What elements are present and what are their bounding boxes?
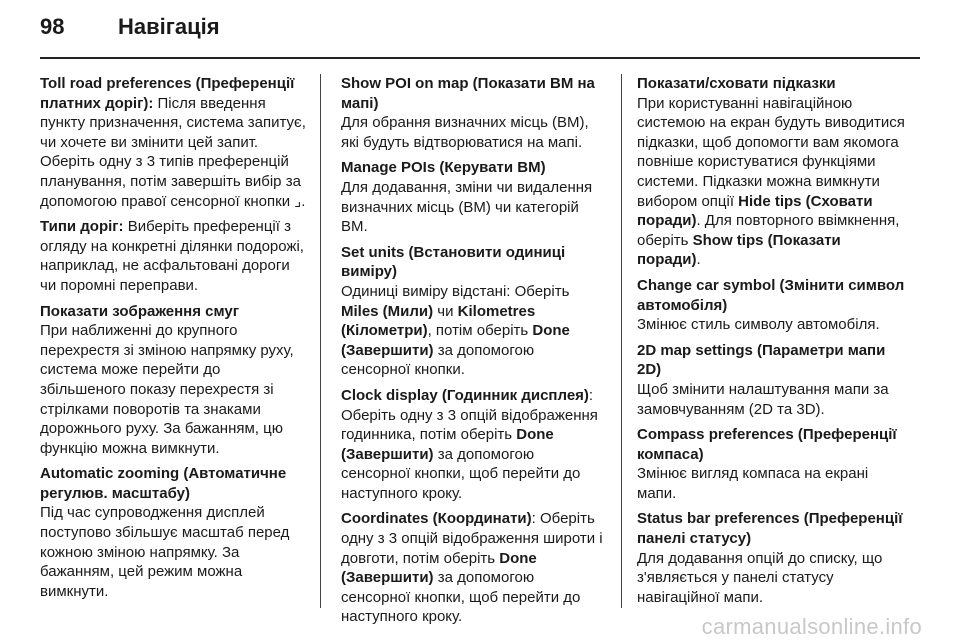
entry-title: Показати/сховати підказки [637, 75, 836, 92]
entry-text: Змінює стиль символу автомобіля. [637, 316, 880, 334]
entry-text: Під час супроводження дисплей поступово збільшує масштаб перед кожною зміною напрямку. За бажанням, цей режим можна вимкнути. [40, 504, 290, 600]
header-divider [40, 57, 920, 59]
entry-show-hide-tips [637, 74, 905, 270]
entry-text: При наближенні до крупного перехрестя зі зміною напрямку руху, система може перейти до збільшеного показу перехрестя зі стрілками поворотів та знаками дорожнього руху. За бажанням, цю функцію можна вимкнути. [40, 322, 294, 457]
entry-title: Show POI on map (Показати ВМ на мапі) [341, 75, 595, 112]
entry-text: Для додавання, зміни чи видалення визначних місць (ВМ) чи категорій ВМ. [341, 178, 593, 236]
option-done: Done (Завершити) [341, 322, 570, 359]
option-done: Done (Завершити) [341, 549, 537, 587]
column-2 [341, 74, 607, 633]
entry-show-poi [341, 74, 607, 152]
entry-text: Для додавання опцій до списку, що з'являється у панелі статусу навігаційної мапи. [637, 549, 883, 606]
entry-text: Виберіть преференції з огляду на конкретні ділянки подорожі, наприклад, не асфальтовані дороги чи поромні переправи. [40, 218, 304, 294]
entry-automatic-zooming [40, 464, 306, 601]
entry-status-bar-preferences [637, 509, 905, 607]
entry-title: Coordinates (Координати) [341, 510, 532, 528]
entry-set-units [341, 243, 607, 380]
entry-lane-images [40, 302, 306, 459]
entry-text: Щоб змінити налаштування мапи за замовчуванням (2D та 3D). [637, 380, 889, 418]
page-title: Навігація [118, 14, 220, 39]
entry-2d-map-settings [637, 341, 905, 419]
text-run: за допомогою сенсорної кнопки. [341, 341, 535, 379]
entry-title: Compass preferences (Преференції компаса) [637, 426, 897, 463]
entry-title: Automatic zooming (Автоматичне регулюв. масштабу) [40, 465, 287, 502]
text-run: , потім оберіть [427, 322, 533, 340]
entry-title: Toll road preferences (Преференції платних доріг): [40, 75, 295, 112]
option-miles: Miles (Мили) [341, 302, 434, 320]
entry-title: Clock display (Годинник дисплея) [341, 386, 589, 404]
option-hide-tips: Hide tips (Сховати поради) [637, 192, 873, 230]
text-run: . [696, 251, 701, 269]
option-show-tips: Show tips (Показати поради) [637, 231, 841, 269]
entry-title: Status bar preferences (Преференції панелі статусу) [637, 510, 903, 548]
entry-title: Set units (Встановити одиниці виміру) [341, 243, 566, 281]
entry-title: Показати зображення смуг [40, 302, 239, 320]
entry-toll-road-preferences [40, 74, 306, 211]
text-run: за допомогою сенсорної кнопки, щоб перейти до наступного кроку. [341, 569, 581, 626]
column-divider [621, 74, 622, 608]
text-run: Одиниці виміру відстані: Оберіть [341, 282, 570, 300]
column-1 [40, 74, 306, 607]
option-done: Done (Завершити) [341, 426, 554, 463]
text-run: : Оберіть одну з 3 опцій відображення широти і довготи, потім оберіть [341, 510, 603, 567]
option-kilometres: Kilometres (Кілометри) [341, 302, 536, 340]
text-run: : Оберіть одну з 3 опцій відображення годинника, потім оберіть [341, 386, 598, 444]
entry-text [637, 94, 905, 270]
entry-compass-preferences [637, 425, 905, 503]
text-run: за допомогою сенсорної кнопки, щоб перейти до наступного кроку. [341, 445, 581, 502]
entry-title: Типи доріг: [40, 218, 124, 236]
text-run: . Для повторного ввімкнення, оберіть [637, 212, 900, 249]
entry-text: Змінює вигляд компаса на екрані мапи. [637, 465, 869, 502]
entry-clock-display [341, 386, 607, 504]
watermark: carmanualsonline.info [701, 614, 922, 639]
entry-title: Manage POIs (Керувати ВМ) [341, 159, 546, 177]
entry-coordinates [341, 509, 607, 627]
entry-road-types [40, 217, 306, 295]
entry-text: Після введення пункту призначення, система запитує, чи хочете ви змінити цей запит. Оберіть одну з 3 типів преференцій планування, потім завершіть вибір за допомогою правої сенсорної кнопки ⌟. [40, 94, 306, 210]
text-run: чи [433, 302, 458, 320]
page-header [40, 14, 220, 48]
column-3 [637, 74, 905, 613]
entry-text [341, 282, 607, 380]
entry-title: 2D map settings (Параметри мапи 2D) [637, 341, 886, 379]
entry-text: Для обрання визначних місць (ВМ), які будуть відтворюватися на мапі. [341, 114, 589, 151]
entry-manage-pois [341, 158, 607, 236]
entry-change-car-symbol [637, 276, 905, 335]
entry-title: Change car symbol (Змінити символ автомобіля) [637, 276, 905, 314]
text-run: При користуванні навігаційною системою на екран будуть виводитися підказки, щоб допомогти вам якомога повніше користуватися функціями системи. Підказки можна вимкнути вибором опції [637, 94, 905, 210]
page-number: 98 [40, 14, 65, 39]
column-divider [320, 74, 321, 608]
